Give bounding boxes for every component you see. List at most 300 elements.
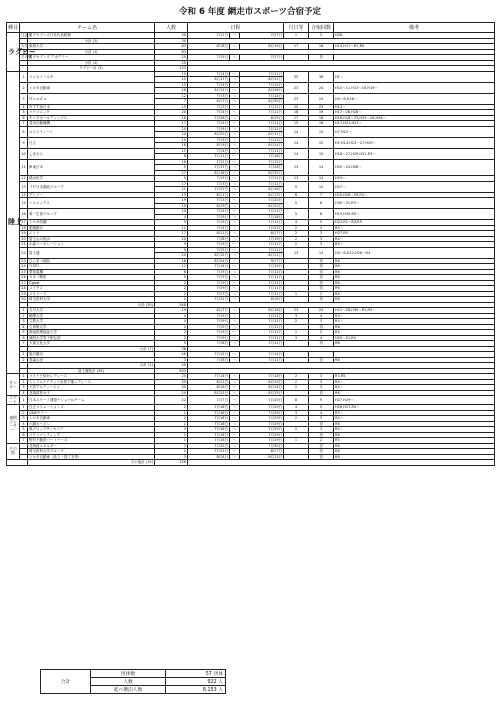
date-tilde: 〜 [230, 209, 240, 215]
kaisu: 初 [309, 324, 334, 330]
ninzu: 4 [155, 214, 188, 220]
date-to: 7月11日 [240, 181, 284, 187]
ninzu: 17 [155, 181, 188, 187]
date-to: 7月29日 [240, 421, 284, 427]
biko: H14〜 [334, 104, 495, 110]
ninzu: 27 [155, 170, 188, 176]
team-name: 小森コーポレーション [28, 242, 155, 248]
biko: R6 [334, 258, 495, 264]
page-title: 令和 6 年度 網走市スポーツ合宿予定 [179, 7, 321, 17]
date-tilde: 〜 [230, 341, 240, 347]
date-tilde: 〜 [230, 159, 240, 165]
date-to: 7月29日 [240, 432, 284, 438]
row-number: 7 [20, 341, 28, 347]
row-number: 1 [20, 374, 28, 380]
date-tilde: 〜 [230, 421, 240, 427]
ninzu: 548 [155, 302, 188, 308]
date-tilde: 〜 [230, 55, 240, 61]
genre-label: その他 [7, 443, 20, 460]
kaisu: 初 [309, 390, 334, 396]
date-to: 7月11日 [240, 357, 284, 363]
kaisu: 初 [309, 286, 334, 292]
row-number: 25 [21, 269, 26, 274]
date-from: 7月17日 [188, 165, 230, 171]
ninzu: 4 [155, 313, 188, 319]
days: 35 [284, 71, 309, 82]
team-name: パラリバンティック [28, 432, 155, 438]
date-to: 8月16日 [240, 187, 284, 193]
biko: H15,H30,R3〜 [334, 209, 495, 220]
summary-label: 合計 [41, 670, 91, 694]
biko: H20〜24,H28〜 [334, 159, 495, 176]
date-to: 8月7日 [240, 449, 284, 455]
team-name: Ggoat [28, 280, 155, 286]
team-name: ＧＭＯ [28, 264, 155, 270]
kaisu: 3 [309, 427, 334, 433]
date-tilde: 〜 [230, 104, 240, 110]
date-to: 7月18日 [240, 374, 284, 380]
date-from: 7月4日 [188, 209, 230, 215]
date-from: 8月15日 [188, 88, 230, 94]
kaisu: 初 [309, 275, 334, 281]
date-from: 7月9日 [188, 126, 230, 132]
date-from: 8月8日 [188, 44, 230, 50]
ninzu: 2 [155, 416, 188, 422]
date-to: 8月14日 [240, 385, 284, 391]
sub-category: 大学 [21, 44, 28, 49]
team-name: 埼玉医科大学グループ [28, 449, 155, 455]
row-number: 30 [21, 297, 26, 302]
ninzu: 15 [155, 192, 188, 198]
team-name: しまむら [28, 148, 155, 159]
kaisu: 15 [309, 148, 334, 159]
date-to: 7月11日 [240, 121, 284, 127]
kaisu: 3 [309, 379, 334, 385]
genre-label: スケート [7, 396, 20, 405]
days: 4 [284, 405, 309, 411]
ninzu: 7 [155, 99, 188, 105]
header-nittei: 日程 [188, 23, 284, 33]
ninzu: 5 [155, 176, 188, 182]
team-name: 肥後銀行 [28, 225, 155, 231]
kaisu: 4 [309, 410, 334, 416]
row-number: 2 [20, 379, 28, 385]
ninzu: 5 [155, 165, 188, 171]
ninzu: 19 [155, 203, 188, 209]
biko: H26,H27,R4〜 [334, 405, 495, 411]
days: 2 [284, 374, 309, 380]
kaisu: 15 [309, 126, 334, 137]
ninzu: 18 [155, 258, 188, 264]
team-name: シスメックス [28, 198, 155, 209]
summary-key: 団体数 [91, 670, 166, 678]
days: 4 [284, 220, 309, 226]
team-name: 大宮アルディージャ [28, 385, 155, 391]
date-to: 8月31日 [240, 77, 284, 83]
team-name: ロジスティード [28, 126, 155, 137]
biko: H14,H17〜R1,R5 [334, 44, 495, 50]
date-to: 7月11日 [240, 341, 284, 347]
subtotal-label: 小計 (2) [28, 363, 155, 369]
date-tilde: 〜 [230, 187, 240, 193]
team-name: 東海大学 [28, 44, 155, 50]
others-total-row [7, 460, 495, 466]
ninzu: 35 [155, 385, 188, 391]
date-tilde: 〜 [230, 427, 240, 433]
date-to: 7月11日 [240, 110, 284, 116]
date-to: 8月26日 [240, 88, 284, 94]
row-number: 6 [20, 335, 28, 341]
days: 1 [284, 33, 309, 39]
header-biko: 備考 [334, 23, 495, 33]
row-number: 10 [20, 148, 28, 159]
date-tilde: 〜 [230, 297, 240, 303]
date-tilde: 〜 [230, 44, 240, 50]
row-number: 4 [20, 324, 28, 330]
days: 3 [284, 335, 309, 341]
row-number: 12 [21, 176, 26, 181]
date-from: 7月4日 [188, 121, 230, 127]
biko: R6 [334, 421, 495, 427]
biko: R4〜 [334, 427, 495, 433]
date-to: 8月7日 [240, 231, 284, 237]
team-name: 日本スケート連盟ナショナルチーム [28, 396, 155, 405]
row-number: 14 [21, 192, 26, 197]
date-to: 7月20日 [240, 198, 284, 204]
ninzu: 1 [155, 432, 188, 438]
date-tilde: 〜 [230, 385, 240, 391]
date-from: 7月5日 [188, 55, 230, 61]
biko: H27〜 [334, 181, 495, 192]
row-number: 27 [21, 280, 26, 285]
date-tilde: 〜 [230, 258, 240, 264]
date-to: 7月14日 [240, 352, 284, 358]
row-number: 6 [20, 115, 28, 121]
row-number: 24 [21, 264, 26, 269]
date-from: 7月9日 [188, 324, 230, 330]
days: 2 [284, 427, 309, 433]
date-tilde: 〜 [230, 176, 240, 182]
ninzu: 83 [155, 49, 188, 55]
team-name: トヨタ紡織 [28, 220, 155, 226]
biko: H20〜21,R4 [334, 335, 495, 341]
date-tilde: 〜 [230, 313, 240, 319]
date-to: 7月29日 [240, 405, 284, 411]
days: 13 [284, 176, 309, 182]
subtotal-label: 小計 (1) [28, 38, 155, 44]
row-number: 19 [21, 231, 26, 236]
date-from: 8月7日 [188, 308, 230, 314]
days: 2 [284, 416, 309, 422]
biko: R4〜 [334, 385, 495, 391]
date-from: 7月9日 [188, 269, 230, 275]
team-name: 日立 [28, 137, 155, 148]
date-from: 7月4日 [188, 71, 230, 77]
row-number: 29 [21, 291, 26, 296]
team-name: JR東日本 [28, 159, 155, 176]
kaisu: 4 [309, 335, 334, 341]
biko: H27,H29〜 [334, 396, 495, 405]
team-name: 奥グロップサンセリテ [28, 427, 155, 433]
row-number: 13 [20, 181, 28, 192]
ninzu: 2 [155, 449, 188, 455]
team-name: ひらまつ病院 [28, 258, 155, 264]
date-to: 7月7日 [240, 33, 284, 39]
date-from: 7月9日 [188, 286, 230, 292]
biko: R6 [334, 443, 495, 449]
team-name: 立教大学 [28, 319, 155, 325]
kaisu: 3 [309, 416, 334, 422]
team-name: メイクス [28, 286, 155, 292]
spacer [7, 460, 28, 466]
ninzu: 19 [155, 308, 188, 314]
date-tilde: 〜 [230, 88, 240, 94]
row-number: 1 [20, 352, 28, 358]
kaisu: 14 [309, 176, 334, 182]
biko: H7,H23〜 [334, 126, 495, 137]
biko: H16,H18〜23,H25〜26,H28〜 [334, 115, 495, 121]
date-to: 7月19日 [240, 264, 284, 270]
date-tilde: 〜 [230, 269, 240, 275]
date-tilde: 〜 [230, 121, 240, 127]
biko: H1〜 [334, 71, 495, 82]
ninzu: 30 [155, 33, 188, 39]
ninzu: 46 [155, 352, 188, 358]
date-tilde: 〜 [230, 143, 240, 149]
row-number: 4 [20, 421, 28, 427]
date-tilde: 〜 [230, 405, 240, 411]
date-tilde: 〜 [230, 236, 240, 242]
kaisu: 16 [309, 121, 334, 127]
kaisu: 3 [309, 236, 334, 242]
team-name: 埼玉医科大学 [28, 297, 155, 303]
biko: R4〜 [334, 379, 495, 385]
biko: R4〜 [334, 242, 495, 248]
kaisu: 4 [309, 313, 334, 319]
date-from: 7月7日 [188, 291, 230, 297]
ninzu: 36 [155, 346, 188, 352]
days: 23 [284, 308, 309, 314]
days: 3 [284, 313, 309, 319]
date-to: 7月7日 [240, 55, 284, 61]
date-from: 8月8日 [188, 454, 230, 460]
days: 2 [284, 242, 309, 248]
date-from: 8月7日 [188, 99, 230, 105]
row-number: 18 [21, 225, 26, 230]
team-name: LINEヤフー [28, 410, 155, 416]
days: 8 [284, 396, 309, 405]
kaisu: 初 [309, 264, 334, 270]
days: 2 [284, 236, 309, 242]
ninzu: 12 [155, 93, 188, 99]
date-tilde: 〜 [230, 165, 240, 171]
biko: H4〜6,H16〜 [334, 93, 495, 104]
ninzu: 1 [155, 421, 188, 427]
ninzu: 11 [155, 148, 188, 154]
date-tilde: 〜 [230, 319, 240, 325]
ninzu: 2 [155, 297, 188, 303]
biko: H11〜28,H30〜R1,R3〜 [334, 308, 495, 314]
date-from: 7月3日 [188, 104, 230, 110]
date-from: 8月15日 [188, 253, 230, 259]
date-from: 7月14日 [188, 264, 230, 270]
total-label: ラグビー計 (3) [28, 66, 155, 72]
date-tilde: 〜 [230, 148, 240, 154]
header-days: 月日等 [284, 23, 309, 33]
biko: H23,R2〜R3,R5 [334, 220, 495, 226]
date-tilde: 〜 [230, 308, 240, 314]
team-name: マイナビ仙台レディース [28, 374, 155, 380]
ninzu: 30 [155, 38, 188, 44]
days: 22 [284, 104, 309, 110]
ninzu: 633 [155, 368, 188, 374]
date-from: 7月16日 [188, 421, 230, 427]
biko: R6 [334, 390, 495, 396]
date-from: 7月9日 [188, 319, 230, 325]
date-from: 8月17日 [188, 77, 230, 83]
biko: R6 [334, 341, 495, 347]
ninzu: 21 [155, 187, 188, 193]
ninzu: 20 [155, 60, 188, 66]
date-to: 7月12日 [240, 104, 284, 110]
date-to: 7月11日 [240, 242, 284, 248]
date-tilde: 〜 [230, 410, 240, 416]
table-header [7, 23, 495, 33]
biko: R6 [334, 432, 495, 438]
row-number: 21 [21, 242, 26, 247]
kaisu: 初 [309, 258, 334, 264]
kaisu: 18 [309, 115, 334, 121]
total-label: 陸上競技計 (39) [28, 368, 155, 374]
row-number: 7 [20, 121, 28, 127]
date-from: 8月1日 [188, 231, 230, 237]
biko: R6 [334, 324, 495, 330]
days: 13 [284, 247, 309, 258]
days: 17 [284, 44, 309, 50]
ninzu: 133 [155, 66, 188, 72]
date-from: 7月12日 [188, 352, 230, 358]
kaisu: 3 [309, 374, 334, 380]
ninzu: 18 [155, 159, 188, 165]
row-number: 4 [20, 104, 28, 110]
kaisu: 初 [309, 341, 334, 347]
ninzu: 83 [155, 44, 188, 50]
date-tilde: 〜 [230, 82, 240, 88]
date-from: 8月24日 [188, 258, 230, 264]
date-to: 7月14日 [240, 93, 284, 99]
genre-label: 車椅子レーサー [7, 405, 20, 444]
date-to: 8月19日 [240, 44, 284, 50]
row-number: 7 [20, 438, 28, 444]
date-from: 7月16日 [188, 432, 230, 438]
ninzu: 5 [155, 220, 188, 226]
row-number: 1 [20, 71, 28, 82]
days: 14 [284, 126, 309, 137]
schedule-table [6, 22, 495, 466]
biko: R6 [334, 264, 495, 270]
date-to: 8月10日 [240, 379, 284, 385]
team-name: 第一生命グループ [28, 209, 155, 220]
date-from: 7月9日 [188, 330, 230, 336]
date-to: 7月11日 [240, 247, 284, 253]
date-tilde: 〜 [230, 220, 240, 226]
date-from: 8月8日 [188, 385, 230, 391]
date-to: 7月11日 [240, 335, 284, 341]
date-from: 7月16日 [188, 427, 230, 433]
kaisu: 初 [309, 421, 334, 427]
team-name: 大東文化大学 [28, 341, 155, 347]
date-to: 7月28日 [240, 165, 284, 171]
row-number: 23 [21, 258, 26, 263]
kaisu: 5 [309, 405, 334, 411]
kaisu: 14 [309, 159, 334, 176]
date-from: 7月4日 [188, 225, 230, 231]
kaisu: 3 [309, 225, 334, 231]
date-from: 7月4日 [188, 110, 230, 116]
team-name: 積水化学 [28, 176, 155, 182]
date-tilde: 〜 [230, 77, 240, 83]
biko: R6 [334, 449, 495, 455]
days: 18 [284, 110, 309, 116]
summary-key: 延べ選泊人数 [91, 686, 166, 694]
kaisu: 初 [309, 357, 334, 363]
date-tilde: 〜 [230, 247, 240, 253]
kaisu: 初 [309, 280, 334, 286]
ninzu: 2 [155, 291, 188, 297]
date-from: 7月16日 [188, 416, 230, 422]
biko: H4〜6,H22,H26〜R4 [334, 247, 495, 258]
team-name: メモリード [28, 291, 155, 297]
ninzu: 20 [155, 390, 188, 396]
ninzu: 25 [155, 374, 188, 380]
kaisu: 初 [309, 55, 334, 61]
kaisu: 24 [309, 93, 334, 104]
date-to: 7月29日 [240, 416, 284, 422]
team-name: パナソニック [28, 110, 155, 116]
ninzu: 25 [155, 77, 188, 83]
biko: H18〜27,H29,H31,R3〜 [334, 148, 495, 159]
ninzu: 20 [155, 132, 188, 138]
ninzu: 26 [155, 88, 188, 94]
team-name: Ｈｏｎｄａ [28, 93, 155, 104]
row-number: 11 [20, 159, 28, 176]
row-number: 26 [21, 275, 26, 280]
date-from: 8月16日 [188, 170, 230, 176]
date-to: 7月11日 [240, 269, 284, 275]
ninzu: 4 [155, 319, 188, 325]
kaisu: 初 [309, 297, 334, 303]
summary-value: 922 人 [166, 678, 226, 686]
date-to: 7月11日 [240, 126, 284, 132]
days: 15 [284, 121, 309, 127]
kaisu: 19 [309, 110, 334, 116]
date-to: 7月20日 [240, 396, 284, 405]
days: 3 [284, 410, 309, 416]
row-number: 22 [20, 247, 28, 258]
date-tilde: 〜 [230, 71, 240, 77]
date-to: 7月29日 [240, 410, 284, 416]
date-to: 7月11日 [240, 319, 284, 325]
row-number: 16 [20, 209, 28, 220]
date-to: 7月18日 [240, 214, 284, 220]
kaisu: 初 [309, 449, 334, 455]
ninzu: 17 [155, 231, 188, 237]
team-name: 六織カーボン [28, 421, 155, 427]
days: 1 [284, 330, 309, 336]
date-tilde: 〜 [230, 253, 240, 259]
ninzu: 10 [155, 126, 188, 132]
date-to: 7月11日 [240, 280, 284, 286]
